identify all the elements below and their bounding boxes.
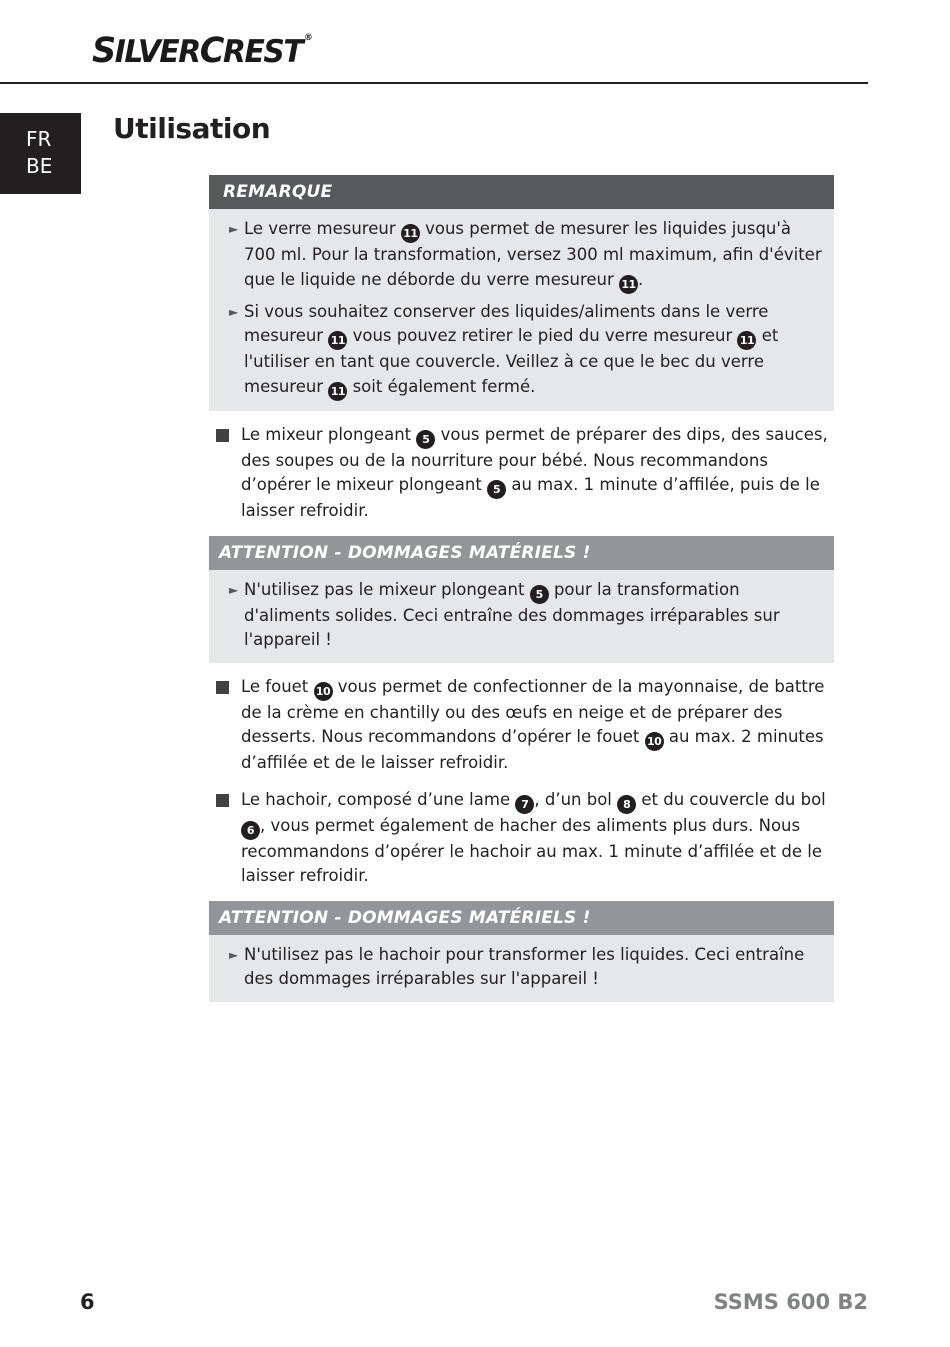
brand-logo: SILVERCREST ®	[92, 31, 313, 71]
content-column	[209, 175, 834, 1014]
part-number-badge: 5	[416, 430, 435, 449]
remarque-item-text: Le verre mesureur 11 vous permet de mesurer les liquides jusqu'à 700 ml. Pour la transformation, versez 300 ml maximum, afin d'éviter que le liquide ne déborde du verre mesureur 11 .	[244, 217, 824, 294]
remarque-item	[219, 215, 824, 298]
attention-box	[209, 536, 834, 663]
attention-box	[209, 901, 834, 1002]
part-number-badge: 11	[328, 382, 347, 401]
bullet-item-fouet	[209, 675, 834, 776]
square-bullet-icon	[209, 423, 241, 524]
bullet-item-hachoir	[209, 788, 834, 889]
attention-item-text: N'utilisez pas le mixeur plongeant 5 pour la transformation d'aliments solides. Ceci entraîne des dommages irréparables sur l'appareil !	[244, 579, 780, 649]
attention-item-text: N'utilisez pas le hachoir pour transformer les liquides. Ceci entraîne des dommages irréparables sur l'appareil !	[244, 944, 805, 988]
model-number: SSMS 600 B2	[713, 1290, 868, 1314]
header-rule	[0, 82, 868, 84]
arrow-icon: ►	[229, 582, 239, 597]
language-code-fr: FR	[26, 127, 52, 151]
part-number-badge: 11	[328, 331, 347, 350]
section-title: Utilisation	[113, 112, 271, 145]
part-number-badge: 7	[515, 795, 534, 814]
part-number-badge: 11	[401, 224, 420, 243]
part-number-badge: 11	[737, 331, 756, 350]
part-number-badge: 8	[617, 795, 636, 814]
page-number: 6	[80, 1290, 95, 1314]
attention-item	[219, 941, 824, 996]
arrow-icon: ►	[229, 304, 239, 319]
remarque-item-text: Si vous souhaitez conserver des liquides/aliments dans le verre mesureur 11 vous pouvez retirer le pied du verre mesureur 11 et l'utiliser en tant que couvercle. Veillez à ce que le bec du verre mesureur 11 soit également fermé.	[244, 300, 824, 401]
part-number-badge: 5	[530, 585, 549, 604]
attention-title: ATTENTION - DOMMAGES MATÉRIELS !	[209, 536, 834, 570]
part-number-badge: 10	[314, 682, 333, 701]
language-code-be: BE	[26, 154, 53, 178]
remarque-item	[219, 298, 824, 405]
part-number-badge: 6	[241, 821, 260, 840]
bullet-text: Le hachoir, composé d’une lame 7 , d’un bol 8 et du couvercle du bol 6 , vous permet également de hacher des aliments plus durs. Nous recommandons d’opérer le hachoir au max. 1 minute d’affilée et de le laisser refroidir.	[241, 789, 826, 885]
attention-title: ATTENTION - DOMMAGES MATÉRIELS !	[209, 901, 834, 935]
part-number-badge: 5	[487, 480, 506, 499]
remarque-box	[209, 175, 834, 411]
remarque-title: REMARQUE	[209, 175, 834, 209]
part-number-badge: 10	[645, 732, 664, 751]
bullet-text: Le fouet 10 vous permet de confectionner de la mayonnaise, de battre de la crème en chantilly ou des œufs en neige et de préparer des desserts. Nous recommandons d’opérer le fouet 10 au max. 2 minutes d’affilée et de le laisser refroidir.	[241, 676, 825, 772]
bullet-item-mixeur	[209, 423, 834, 524]
square-bullet-icon	[209, 675, 241, 776]
part-number-badge: 11	[619, 275, 638, 294]
arrow-icon: ►	[229, 947, 239, 962]
attention-item	[219, 576, 824, 657]
arrow-icon: ►	[229, 222, 239, 236]
square-bullet-icon	[209, 788, 241, 889]
language-tab	[0, 113, 81, 194]
bullet-text: Le mixeur plongeant 5 vous permet de préparer des dips, des sauces, des soupes ou de la nourriture pour bébé. Nous recommandons d’opérer le mixeur plongeant 5 au max. 1 minute d’affilée, puis de le laisser refroidir.	[241, 424, 828, 520]
